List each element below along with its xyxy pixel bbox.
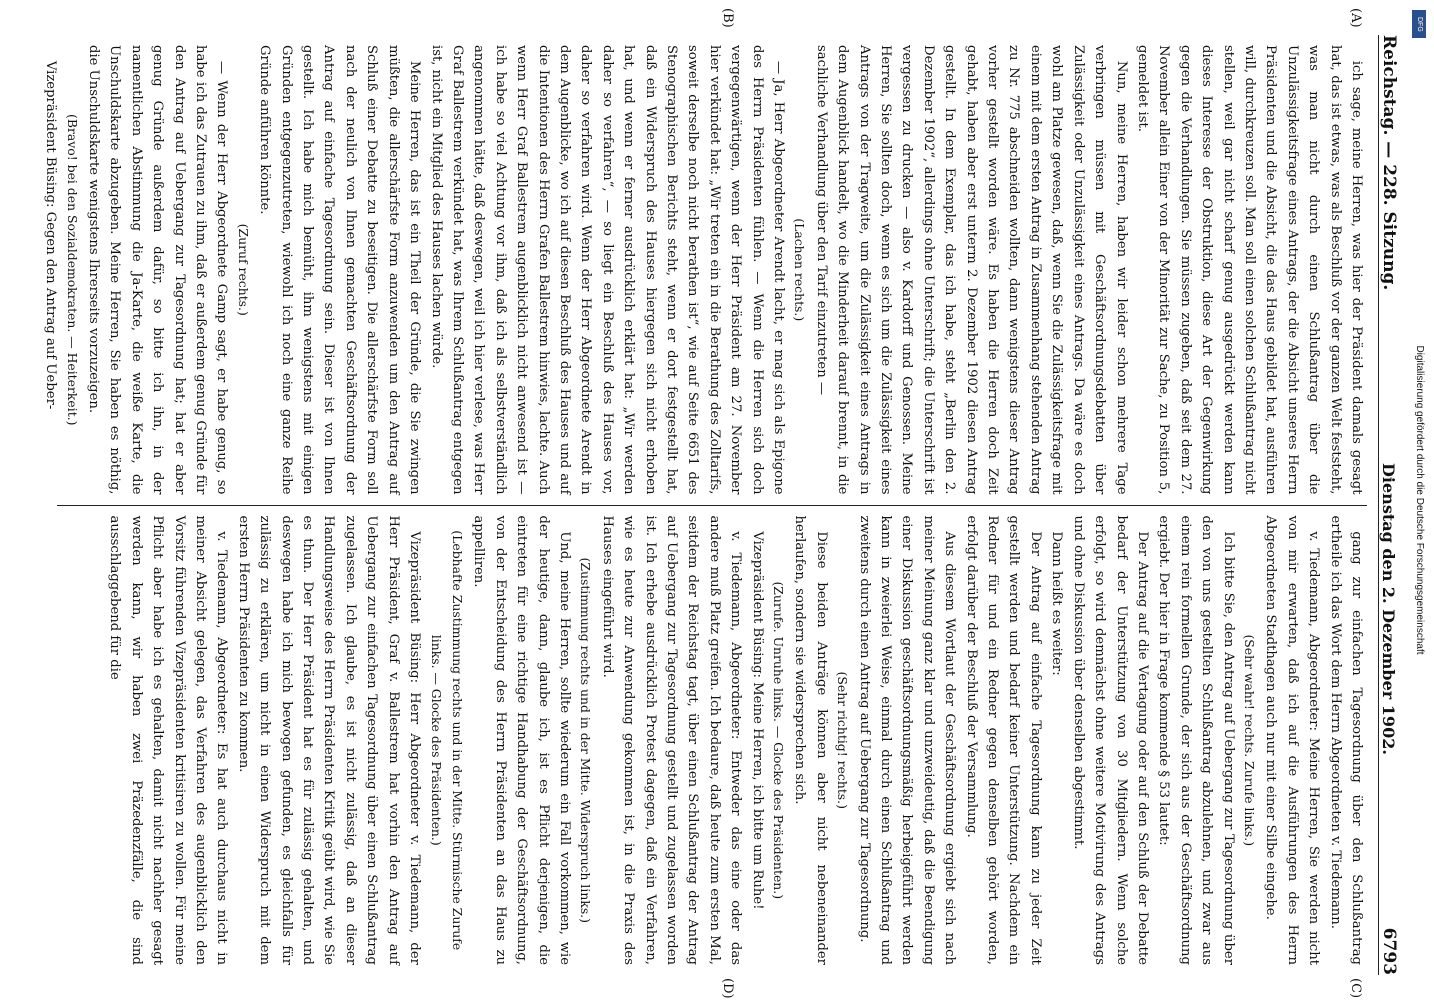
page-header xyxy=(1378,35,1407,975)
interjection: (Zuruf rechts.) xyxy=(235,223,251,316)
paragraph: — Ja, Herr Abgeordneter Arendt lacht, er mag sich als Epigone des Herrn Präsidenten fühlen. — Wenn die Herren sich doch vergegenwärtigen, wenn der Herr Präsident am 27. November hier verkündet hat: „Wir treten ein in die Berathung des Zolltarifs, soweit derselbe noch nicht berathen ist“, wie auf Seite 6651 des Stenographischen Berichts steht, wenn er dort festgestellt hat, daß ein Widerspruch des Hauses hiergegen sich nicht erhoben hat, und wenn er ferner ausdrücklich erklärt hat: „Wir werden daher so verfahren“, — so liegt ein Beschluß des Hauses vor, daher so verfahren wird. Wenn der Herr Abgeordnete Arendt in dem Augenblicke, wo ich auf diesen Beschluß des Hauses und auf die Intentionen des Herrn Grafen Ballestrem hinwies, lachte. Auch wenn Herr Graf Ballestrem augenblicklich nicht anwesend ist — ich habe so viel Achtung vor ihm, daß ich als selbstverständlich angenommen hätte, daß deswegen, weil ich hier verlese, was Herr Graf Ballestrem verkündet hat, was Ihrem Schlußantrag entgegen ist, nicht ein Mitglied des Hauses lachen würde. xyxy=(428,45,787,495)
interjection: (Bravo! bei den Sozialdemokraten. — Heiterkeit.) xyxy=(64,114,80,426)
paragraph: — Wenn der Herr Abgeordnete Gamp sagt, er habe genug, so habe ich das Zutrauen zu ihm, daß er außerdem genug Gründe für den Antrag auf Uebergang zur Tagesordnung hat; hat er aber genug Gründe außerdem dafür, so bitte ich ihn, in der namentlichen Abstimmung die Ja-Karte, die weiße Karte, die Unschuldskarte abzugeben. Meine Herren, Sie haben es nöthig, die Unschuldskarte wenigstens Ihrerseits vorzuzeigen. xyxy=(86,45,230,495)
paragraph: gang zur einfachen Tagesordnung über den Schlußantrag ertheile ich das Wort dem Herrn Abgeordneten v. Tiedemann. xyxy=(1327,515,1364,965)
text-columns xyxy=(43,35,1367,975)
dfg-credit xyxy=(1409,10,1429,990)
paragraph: Aus diesem Wortlaut der Geschäftsordnung ergiebt sich nach meiner Meinung ganz klar und unzweideutig, daß die Beendigung einer Diskussion geschäftsordnungsmäßig herbeigeführt werden kann in zweierlei Weise, einmal durch einen Schlußantrag und zweitens durch einen Antrag auf Uebergang zur Tagesordnung. xyxy=(856,515,958,965)
interjection: (Sehr richtig! rechts.) xyxy=(835,671,851,809)
interjection: (Lebhafte Zustimmung rechts und in der Mitte. Stürmische Zurufe links. — Glocke des Präsidenten.) xyxy=(428,530,465,951)
quoted-rule: Der Antrag auf einfache Tagesordnung kann zu jeder Zeit gestellt werden und bedarf keiner Unterstützung. Nachdem ein Redner für und ein Redner gegen denselben gehört worden, erfolgt darüber der Beschluß der Versammlung. xyxy=(963,515,1043,965)
paragraph: Nun, meine Herren, haben wir leider schon mehrere Tage verbringen müssen mit Geschäftsordnungsdebatten über Zulässigkeit oder Unzulässigkeit eines Antrags. Da wäre es doch wohl am Platze gewesen, daß, wenn Sie die Zulässigkeitsfrage mit einem mit dem ersten Antrag in Zusammenhang stehenden Antrag zu Nr. 775 abschneiden wollten, dann wenigstens dieser Antrag vorher gestellt worden wäre. Es haben die Herren doch Zeit gehabt, haben aber erst unterm 2. Dezember 1902 diesen Antrag gestellt. In dem Exemplar, das ich habe, steht „Berlin den 2. Dezember 1902“, allerdings ohne Unterschrift; die Unterschrift ist vergessen zu drucken — also v. Kardorff und Genossen. Meine Herren, Sie sollten doch, wenn es sich um die Zulässigkeit eines Antrags von der Tragweite, um die Zulässigkeit eines Antrags in dem Augenblick handelt, wo die Minderheit darauf brennt, in die sachliche Verhandlung über den Tarif einzutreten — xyxy=(813,45,1129,495)
paragraph: Vizepräsident Büsing: Herr Abgeordneter v. Tiedemann, der Herr Präsident, Graf v. Ballestrem hat vorhin den Antrag auf Uebergang zur einfachen Tagesordnung über einen Schlußantrag zugelassen. Ich glaube, es ist nicht zulässig, daß an dieser Handlungsweise des Herrn Präsidenten Kritik geübt wird, wie Sie es thun. Der Herr Präsident hat es für zulässig gehalten, und deswegen habe ich mich bewogen gefunden, es gleichfalls für zulässig zu erklären, um nicht in einen Widerspruch mit dem ersten Herrn Präsidenten zu kommen. xyxy=(235,515,423,965)
paragraph: ich sage, meine Herren, was hier der Präsident damals gesagt hat, das ist etwas, was als Beschluß vor der ganzen Welt feststeht, was man nicht durch einen Schlußantrag über die Unzulässigkeitsfrage eines Antrags, der die Absicht unseres Herrn Präsidenten und die Absicht, die das Haus gebildet hat, ausführen will, durchkreuzen soll. Man soll einen solchen Schlußantrag nicht stellen, weil gar nicht scharf genug ausgedrückt werden kann dieses Interesse der Obstruktion, diese Art der Gegenwirkung gegen die Verhandlungen. Sie müssen zugeben, daß seit dem 27. November allein Einer von der Minorität zur Sache, zu Position 5, gemeldet ist. xyxy=(1134,45,1364,495)
paragraph: Diese beiden Anträge können aber nicht nebeneinander herlaufen, sondern sie widersprechen sich. xyxy=(792,515,829,965)
margin-marker-c: (C) xyxy=(1348,978,1363,999)
dfg-credit-text: Digitalisierung gefördert durch die Deutsche Forschungsgemeinschaft xyxy=(1414,345,1425,655)
header-left: Reichstag. — 228. Sitzung. xyxy=(1379,35,1399,291)
column-right xyxy=(57,506,1367,976)
column-left xyxy=(43,35,1367,506)
page-number: 6793 xyxy=(1379,927,1399,975)
interjection: (Zurufe. Unruhe links. — Glocke des Präsidenten.) xyxy=(771,581,787,900)
dfg-logo: DFG xyxy=(1412,10,1426,38)
quoted-rule: Der Antrag auf die Vertagung oder auf den Schluß der Debatte bedarf der Unterstützung von 30 Mitgliedern. Wenn solche erfolgt, so wird demnächst ohne weitere Motivirung des Antrags und ohne Diskussion über denselben abgestimmt. xyxy=(1070,515,1150,965)
paragraph: Ich bitte Sie, den Antrag auf Uebergang zur Tagesordnung über den von uns gestellten Schlußantrag abzulehnen, und zwar aus einem rein formellen Grunde, der sich aus der Geschäftsordnung ergiebt. Der hier in Frage kommende § 53 lautet: xyxy=(1156,515,1236,965)
paragraph: v. Tiedemann, Abgeordneter: Entweder das eine oder das andere muß Platz greifen. Ich bedaure, daß heute zum ersten Mal, seitdem der Reichstag tagt, über einen Schlußantrag der Antrag auf Uebergang zur Tagesordnung gestellt und zugelassen worden ist. Ich erhebe ausdrücklich Protest dagegen, daß ein Verfahren, wie es heute zur Anwendung gekommen ist, in die Praxis des Hauses eingeführt wird. xyxy=(599,515,744,965)
interjection: (Sehr wahr! rechts. Zurufe links.) xyxy=(1241,634,1257,847)
margin-marker-a: (A) xyxy=(1348,8,1363,28)
paragraph: Vizepräsident Büsing: Meine Herren, ich bitte um Ruhe! xyxy=(749,531,765,910)
paragraph: Vizepräsident Büsing: Gegen den Antrag auf Ueber- xyxy=(43,60,59,410)
paragraph: Meine Herren, das ist ein Theil der Gründe, die Sie zwingen müßten, die allerschärfste Form anzuwenden um den Antrag auf Schluß einer Debatte zu beseitigen. Die allerschärfste Form soll nach der neulich von Ihnen gemachten Geschäftsordnung der Antrag auf einfache Tagesordnung sein. Dieser ist von Ihnen gestellt. Ich habe mich bemüht, ihm wenigstens mit einigen Gründen entgegenzutreten, wiewohl ich noch eine ganze Reihe Gründe anführen könnte. xyxy=(257,45,423,495)
paragraph: v. Tiedemann, Abgeordneter: Es hat auch durchaus nicht in meiner Absicht gelegen, das Verfahren des augenblicklich den Vorsitz führenden Vizepräsidenten kritisiren zu wollen. Für meine Pflicht aber habe ich es gehalten, damit nicht nachher gesagt werden kann, wir haben zwei Präzedenzfälle, die sind ausschlaggebend für die xyxy=(107,515,230,965)
paragraph: v. Tiedemann, Abgeordneter: Meine Herren, Sie werden nicht von mir erwarten, daß ich auf die Ausführungen des Herrn Abgeordneten Stadthagen auch nur mit einer Silbe eingehe. xyxy=(1263,515,1322,965)
header-date: Dienstag den 2. Dezember 1902. xyxy=(1379,463,1398,755)
paragraph: Dann heißt es weiter: xyxy=(1049,531,1065,676)
margin-marker-b: (B) xyxy=(720,8,735,28)
interjection: (Lachen rechts.) xyxy=(792,218,808,322)
interjection: (Zustimmung rechts und in der Mitte. Widerspruch links.) xyxy=(578,557,594,923)
paragraph: Und, meine Herren, sollte wiederum ein Fall vorkommen, wie der heutige, dann, glaube ich, ist es Pflicht derjenigen, die eintreten für eine richtige Handhabung der Geschäftsordnung, von der Entscheidung des Herrn Präsidenten an das Haus zu appelliren. xyxy=(471,515,572,965)
margin-marker-d: (D) xyxy=(720,978,735,999)
